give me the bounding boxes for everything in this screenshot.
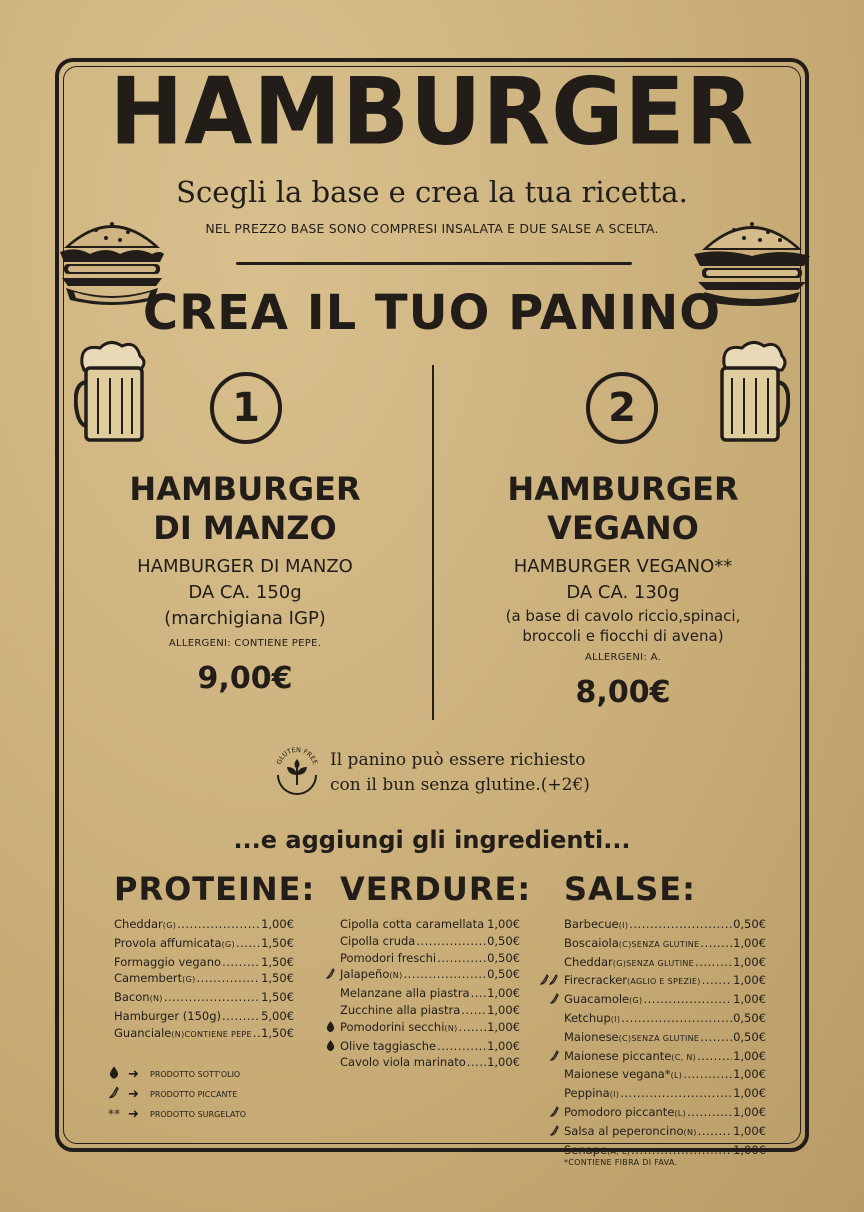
item-name: Peppina [564,1086,610,1101]
menu-item [340,1019,520,1038]
beer-mug-icon [74,338,160,444]
option-vegan [458,470,788,710]
page-title: HAMBURGER [109,57,755,166]
item-name: Senape [564,1142,608,1157]
item-price: 0,50€ [487,933,520,948]
gluten-free-note [330,748,590,798]
item-price: 1,00€ [733,992,766,1007]
option-beef [80,470,410,696]
item-name: Pomodori freschi [340,950,437,965]
item-allergen-tag: (G) [162,921,177,930]
leader-dots [437,1038,486,1055]
oil-drop-icon [326,1021,335,1039]
item-allergen-tag: (G) [182,975,196,985]
option-name: HAMBURGER [129,470,361,508]
item-price: 1,00€ [487,986,520,1001]
leader-dots [695,954,732,971]
item-price: 0,50€ [487,967,520,982]
leader-dots [698,1123,732,1140]
option-number-badge: 1 [210,372,282,444]
option-name: VEGANO [547,509,699,547]
item-price: 1,00€ [733,935,766,950]
leader-dots [631,1142,732,1159]
legend-text: PRODOTTO SURGELATO [150,1109,247,1119]
option-price: 9,00€ [197,661,293,696]
gluten-free-icon [272,745,322,795]
chili-pepper-icon [550,993,559,1011]
item-price: 1,00€ [733,1104,766,1119]
item-price: 5,00€ [261,1008,294,1023]
leader-dots [629,916,732,933]
leader-dots [461,1002,486,1019]
option-ingredients: (a base di cavolo riccio,spinaci, [505,607,741,625]
item-allergen-tag: (C, N) [671,1052,697,1062]
menu-item [114,1025,294,1044]
menu-item [564,972,766,991]
item-allergen-tag: (I) [618,921,629,930]
item-allergen-tag: (G) [629,996,643,1006]
leader-dots [620,1085,732,1102]
item-price: 1,00€ [733,1067,766,1082]
item-allergen-tag: (N) [149,994,163,1004]
item-allergen-tag: (C)SENZA GLUTINE [618,939,700,949]
item-allergen-tag: (L) [674,1108,686,1118]
option-weight: DA CA. 130g [566,582,680,603]
legend-row [100,1064,246,1084]
leader-dots [222,954,260,971]
leader-dots [459,1019,487,1036]
menu-item [340,985,520,1002]
leader-dots [687,1104,732,1121]
menu-item [340,1038,520,1055]
menu-item [114,1008,294,1025]
option-weight: DA CA. 150g [188,582,302,603]
column-divider [432,365,434,720]
item-name: Bacon [114,990,150,1005]
menu-item [564,1029,766,1048]
item-name: Hamburger (150g) [114,1008,221,1023]
menu-item [564,935,766,954]
item-price: 0,50€ [733,917,766,931]
option-description: HAMBURGER VEGANO** [513,556,733,577]
item-price: 1,00€ [733,1048,766,1063]
item-price: 1,50€ [261,1025,294,1040]
verdure-title: VERDURE: [340,870,532,908]
base-price-note: NEL PREZZO BASE SONO COMPRESI INSALATA E DUE SALSE A SCELTA. [205,221,659,236]
arrow-right-icon: ➜ [128,1106,139,1122]
item-name: Melanzane alla piastra [340,986,470,1001]
arrow-right-icon: ➜ [128,1066,139,1082]
leader-dots [485,916,486,933]
leader-dots [177,916,260,933]
leader-dots [621,1010,732,1027]
item-price: 1,50€ [261,990,294,1005]
leader-dots [236,935,260,952]
frozen-symbol: ** [108,1107,120,1121]
menu-item [340,966,520,985]
item-name: Cipolla cotta caramellata [340,917,485,931]
legend-row [100,1084,246,1104]
chili-pepper-icon [550,1050,559,1068]
item-name: Ketchup [564,1010,611,1025]
item-allergen-tag: (L) [670,1071,683,1081]
item-price: 1,00€ [733,1123,766,1138]
salse-title: SALSE: [564,870,696,908]
leader-dots [471,985,486,1002]
gluten-note-line: con il bun senza glutine.(+2€) [330,775,590,795]
item-name: Pomodorini secchi [340,1019,445,1034]
menu-item [340,1054,520,1071]
item-name: Boscaiola [564,935,619,950]
item-allergen-tag: (I) [610,1014,621,1024]
item-allergen-tag: (N)CONTIENE PEPE [171,1029,252,1039]
symbol-legend [100,1064,246,1124]
leader-dots [253,1025,260,1042]
chili-pepper-icon [550,1125,559,1143]
proteine-list [114,916,294,1044]
item-name: Olive taggiasche [340,1038,437,1053]
item-name: Maionese [564,1029,619,1044]
gluten-free-badge-text: GLUTEN FREE [274,745,320,766]
item-price: 1,00€ [733,1142,766,1157]
leader-dots [197,970,261,987]
verdure-list [340,916,520,1071]
item-allergen-tag: (G) [221,939,235,949]
item-name: Zucchine alla piastra [340,1002,461,1017]
item-allergen-tag: (N) [389,971,403,981]
item-price: 1,00€ [487,1019,520,1034]
proteine-title: PROTEINE: [114,870,316,908]
item-allergen-tag: (AGLIO E SPEZIE) [627,977,701,987]
item-price: 0,50€ [487,950,520,965]
item-price: 1,00€ [733,1086,766,1101]
leader-dots [700,1029,732,1046]
leader-dots [467,1054,486,1071]
item-name: Jalapeño [340,967,390,982]
item-allergen-tag: (A, L) [607,1146,631,1156]
leader-dots [702,972,732,989]
menu-item [114,989,294,1008]
menu-item [564,1104,766,1123]
item-name: Formaggio vegano [114,954,222,969]
legend-text: PRODOTTO SOTT'OLIO [150,1069,241,1079]
menu-item [340,933,520,950]
menu-item [564,916,766,935]
item-price: 1,00€ [487,917,520,931]
item-name: Barbecue [564,917,619,931]
item-name: Cavolo viola marinato [340,1055,466,1070]
option-number-badge: 2 [586,372,658,444]
leader-dots [416,933,486,950]
option-name: DI MANZO [153,509,337,547]
menu-item [340,950,520,967]
section-title: CREA IL TUO PANINO [142,285,722,341]
chili-pepper-icon [540,974,558,992]
oil-drop-icon [100,1066,128,1082]
item-name: Firecracker [564,973,627,988]
leader-dots [164,989,260,1006]
menu-item [114,935,294,954]
item-price: 1,00€ [733,954,766,969]
item-allergen-tag: (N) [444,1023,458,1033]
menu-item [114,954,294,971]
item-allergen-tag: (N) [683,1127,697,1137]
menu-item [564,1010,766,1029]
menu-item [564,1066,766,1085]
menu-item [340,916,520,933]
menu-item [564,1085,766,1104]
item-price: 0,50€ [733,1029,766,1044]
beer-mug-icon [704,338,790,444]
option-allergens: ALLERGENI: A. [584,652,662,663]
item-price: 1,00€ [487,1055,520,1070]
arrow-right-icon: ➜ [128,1086,139,1102]
item-name: Guacamole [564,992,630,1007]
legend-row [100,1104,246,1124]
menu-item [564,1048,766,1067]
item-name: Pomodoro piccante [564,1104,675,1119]
menu-item [564,1123,766,1142]
item-name: Cheddar [114,917,163,931]
item-name: Guanciale [114,1025,172,1040]
item-price: 1,00€ [261,917,294,931]
item-allergen-tag: (G)SENZA GLUTINE [612,958,695,968]
item-name: Cheddar [564,954,613,969]
leader-dots [697,1048,732,1065]
item-name: Provola affumicata [114,935,222,950]
item-allergen-tag: (I) [609,1090,620,1100]
item-price: 1,50€ [261,954,294,969]
leader-dots [222,1008,260,1025]
option-name: HAMBURGER [507,470,739,508]
menu-item [114,916,294,935]
item-name: Maionese piccante [564,1048,672,1063]
option-allergens: ALLERGENI: CONTIENE PEPE. [168,638,322,649]
chili-pepper-icon [100,1086,128,1102]
chili-pepper-icon [550,1106,559,1124]
add-ingredients-title: ...e aggiungi gli ingredienti... [233,826,631,854]
leader-dots [700,935,732,952]
gluten-note-line: Il panino può essere richiesto [330,750,586,770]
item-price: 1,50€ [261,935,294,950]
footnote: *CONTIENE FIBRA DI FAVA. [564,1158,678,1167]
page-subtitle: Scegli la base e crea la tua ricetta. [176,175,688,209]
option-description: HAMBURGER DI MANZO [137,556,353,577]
item-name: Cipolla cruda [340,933,416,948]
salse-list [564,916,766,1160]
option-ingredients: broccoli e fiocchi di avena) [522,627,724,645]
option-price: 8,00€ [575,675,671,710]
option-origin: (marchigiana IGP) [164,608,326,629]
menu-item [564,954,766,973]
menu-item [340,1002,520,1019]
item-price: 1,00€ [733,973,766,988]
legend-text: PRODOTTO PICCANTE [150,1089,238,1099]
leader-dots [404,966,487,983]
header-divider [236,262,632,265]
oil-drop-icon [326,1040,335,1058]
leader-dots [643,991,732,1008]
leader-dots [683,1066,732,1083]
item-price: 0,50€ [733,1010,766,1025]
chili-pepper-icon [326,968,335,986]
item-name: Camembert [114,971,183,986]
item-allergen-tag: (C)SENZA GLUTINE [618,1033,700,1043]
menu-item [114,970,294,989]
item-price: 1,00€ [487,1038,520,1053]
item-price: 1,50€ [261,971,294,986]
item-name: Salsa al peperoncino [564,1123,684,1138]
menu-item [564,991,766,1010]
leader-dots [437,950,486,967]
item-price: 1,00€ [487,1002,520,1017]
item-name: Maionese vegana* [564,1067,671,1082]
